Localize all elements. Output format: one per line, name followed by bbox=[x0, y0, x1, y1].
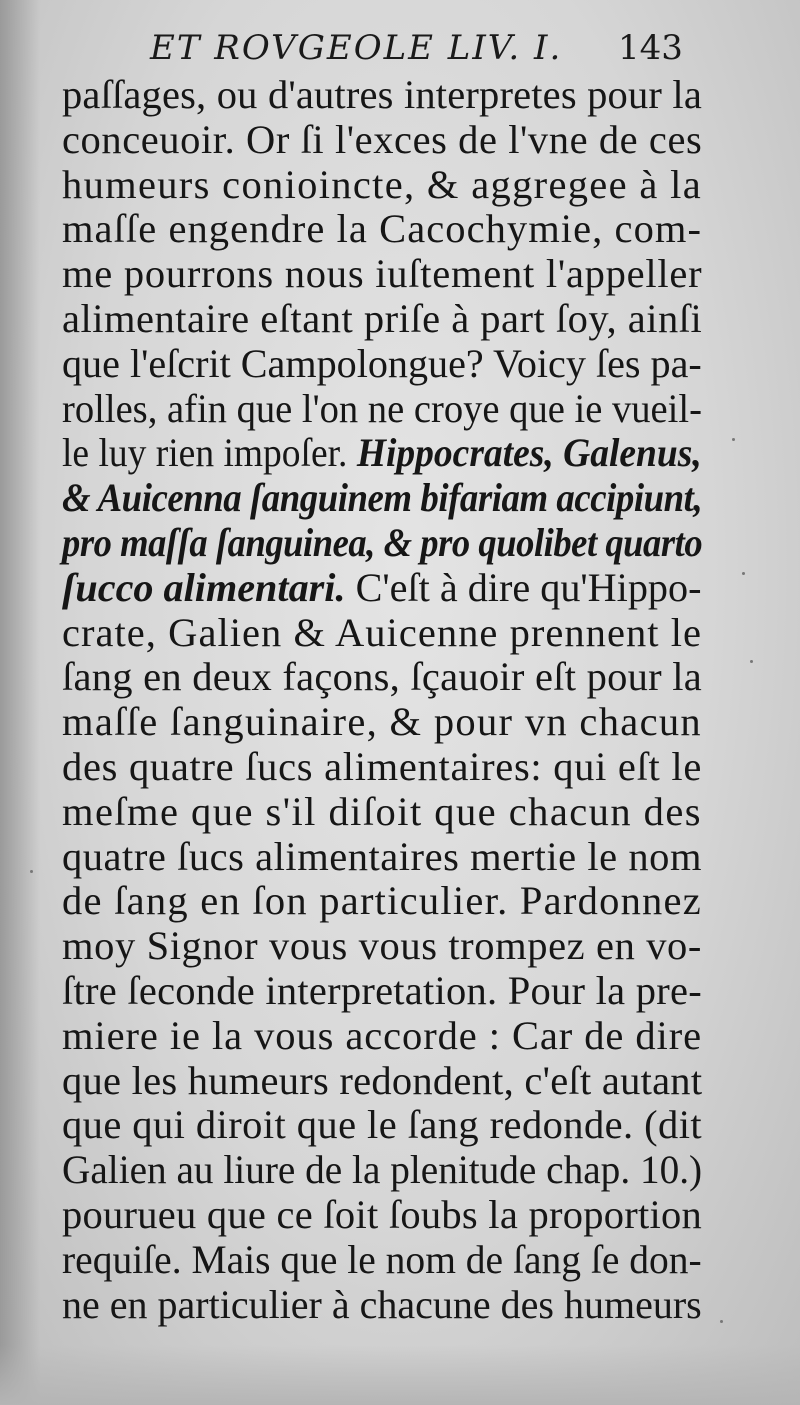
paper-speck bbox=[732, 438, 735, 441]
gutter-shadow bbox=[0, 0, 40, 1405]
text-line: quatre ſucs alimentaires mertie le nom bbox=[62, 833, 702, 879]
text-line: requiſe. Mais que le nom de ſang ſe don- bbox=[62, 1236, 702, 1282]
text-line: rolles, afin que l'on ne croye que ie vueil- bbox=[62, 385, 702, 431]
text-line: ſang en deux façons, ſçauoir eſt pour la bbox=[62, 654, 702, 700]
text-line: pourueu que ce ſoit ſoubs la proportion bbox=[62, 1191, 702, 1237]
text-line: ſtre ſeconde interpretation. Pour la pre- bbox=[62, 967, 702, 1013]
text-line: que qui diroit que le ſang redonde. (dit bbox=[62, 1102, 703, 1148]
paper-speck bbox=[742, 572, 745, 575]
text-line: moy Signor vous vous trompez en vo- bbox=[62, 923, 702, 969]
text-line-mixed bbox=[62, 430, 702, 476]
latin-quote-line: & Auicenna ſanguinem bifariam accipiunt, bbox=[62, 475, 703, 521]
text-line: des quatre ſucs alimentaires: qui eſt le bbox=[62, 743, 702, 789]
text-line: maſſe ſanguinaire, & pour vn chacun bbox=[62, 699, 702, 745]
text-line: me pourrons nous iuſtement l'appeller bbox=[62, 251, 703, 297]
text-line: de ſang en ſon particulier. Pardonnez bbox=[62, 878, 702, 924]
text-line: humeurs conioincte, & aggregee à la bbox=[62, 161, 702, 207]
text-line: que l'eſcrit Campolongue? Voicy ſes pa- bbox=[62, 340, 702, 386]
latin-quote-segment: ſucco alimentari. bbox=[62, 564, 346, 610]
bottom-edge-shadow bbox=[0, 1345, 800, 1405]
body-text bbox=[62, 73, 702, 1327]
text-line: meſme que s'il diſoit que chacun des bbox=[62, 788, 702, 834]
text-line: miere ie la vous accorde : Car de dire bbox=[62, 1012, 702, 1058]
paper-speck bbox=[720, 1320, 723, 1323]
latin-quote-line: pro maſſa ſanguinea, & pro quolibet quarto bbox=[62, 519, 703, 565]
text-line: conceuoir. Or ſi l'exces de l'vne de ces bbox=[62, 116, 703, 162]
text-line: crate, Galien & Auicenne prennent le bbox=[62, 609, 702, 655]
text-line: paſſages, ou d'autres interpretes pour la bbox=[62, 72, 702, 117]
page-number: 143 bbox=[618, 28, 683, 68]
text-line: alimentaire eſtant priſe à part ſoy, ainſi bbox=[62, 295, 703, 341]
text-line: Galien au liure de la plenitude chap. 10.) bbox=[62, 1147, 703, 1193]
paper-speck bbox=[30, 870, 33, 873]
text-line-mixed bbox=[62, 564, 702, 611]
latin-quote-segment: Hippocrates, Galenus, bbox=[356, 430, 702, 476]
running-head bbox=[150, 28, 780, 78]
text-line: que les humeurs redondent, c'eſt autant bbox=[62, 1057, 703, 1103]
text-segment: le luy rien impoſer. bbox=[62, 430, 348, 476]
text-segment: C'eſt à dire qu'Hippo- bbox=[355, 564, 702, 610]
running-title: ET ROVGEOLE LIV. I. bbox=[150, 28, 563, 68]
text-line: ne en particulier à chacune des humeurs bbox=[62, 1281, 702, 1327]
text-line: maſſe engendre la Cacochymie, com- bbox=[62, 206, 702, 252]
paper-speck bbox=[750, 660, 753, 663]
